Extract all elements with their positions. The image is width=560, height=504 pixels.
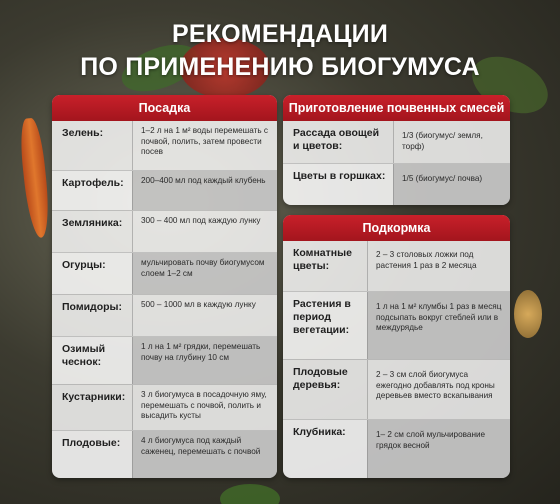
soil-mixes-header: Приготовление почвенных смесей [283,95,510,121]
table-row [52,252,277,294]
row-name: Рассада овощей и цветов: [293,127,380,152]
table-row [52,294,277,336]
row-value: 3 л биогумуса в посадочную яму, перемешать с почвой, полить и высадить кусты [132,385,277,430]
row-name: Зелень: [62,127,104,139]
planting-header: Посадка [52,95,277,121]
feeding-panel [283,215,510,478]
title-line-1: РЕКОМЕНДАЦИИ [171,20,389,48]
row-name: Земляника: [62,217,123,229]
row-value: 2 – 3 см слой биогумуса ежегодно добавлять под кроны деревьев вместо вскапывания [367,360,510,419]
row-value: 300 – 400 мл под каждую лунку [132,211,277,252]
table-row [283,121,510,163]
table-row [283,359,510,419]
potato-image [514,290,542,338]
table-row [52,384,277,430]
table-row [283,241,510,291]
table-row [52,121,277,170]
row-value: 1/5 (биогумус/ почва) [393,164,510,205]
row-name: Цветы в горшках: [293,170,386,182]
page-title [0,18,560,84]
table-row [52,430,277,478]
leaf-image [220,484,280,504]
table-row [52,210,277,252]
row-name: Клубника: [293,426,346,438]
row-value: 200–400 мл под каждый клубень [132,171,277,210]
table-row [283,291,510,359]
row-name: Комнатные цветы: [293,247,352,272]
row-value: 4 л биогумуса под каждый саженец, перемешать с почвой [132,431,277,478]
row-name: Помидоры: [62,301,123,313]
feeding-header: Подкормка [283,215,510,241]
row-value: 1 л на 1 м² грядки, перемешать почву на глубину 10 см [132,337,277,384]
table-row [283,419,510,478]
row-value: 1 л на 1 м² клумбы 1 раз в месяц подсыпать вокруг стеблей или в междурядье [367,292,510,359]
row-name: Картофель: [62,177,124,189]
row-name: Плодовые деревья: [293,366,348,391]
row-value: 2 – 3 столовых ложки под растения 1 раз в 2 месяца [367,241,510,291]
row-value: 500 – 1000 мл в каждую лунку [132,295,277,336]
row-name: Огурцы: [62,259,106,271]
soil-mixes-panel [283,95,510,205]
row-value: мульчировать почву биогумусом слоем 1–2 см [132,253,277,294]
carrot-image [18,117,52,239]
row-value: 1/3 (биогумус/ земля, торф) [393,121,510,163]
row-value: 1– 2 см слой мульчирование грядок весной [367,420,510,478]
row-name: Растения в период вегетации: [293,298,351,336]
table-row [283,163,510,205]
title-line-2: ПО ПРИМЕНЕНИЮ БИОГУМУСА [80,53,480,81]
table-row [52,170,277,210]
row-value: 1–2 л на 1 м² воды перемешать с почвой, полить, затем провести посев [132,121,277,170]
row-name: Кустарники: [62,391,126,403]
row-name: Плодовые: [62,437,121,449]
table-row [52,336,277,384]
row-name: Озимый чеснок: [62,343,106,368]
planting-panel [52,95,277,478]
